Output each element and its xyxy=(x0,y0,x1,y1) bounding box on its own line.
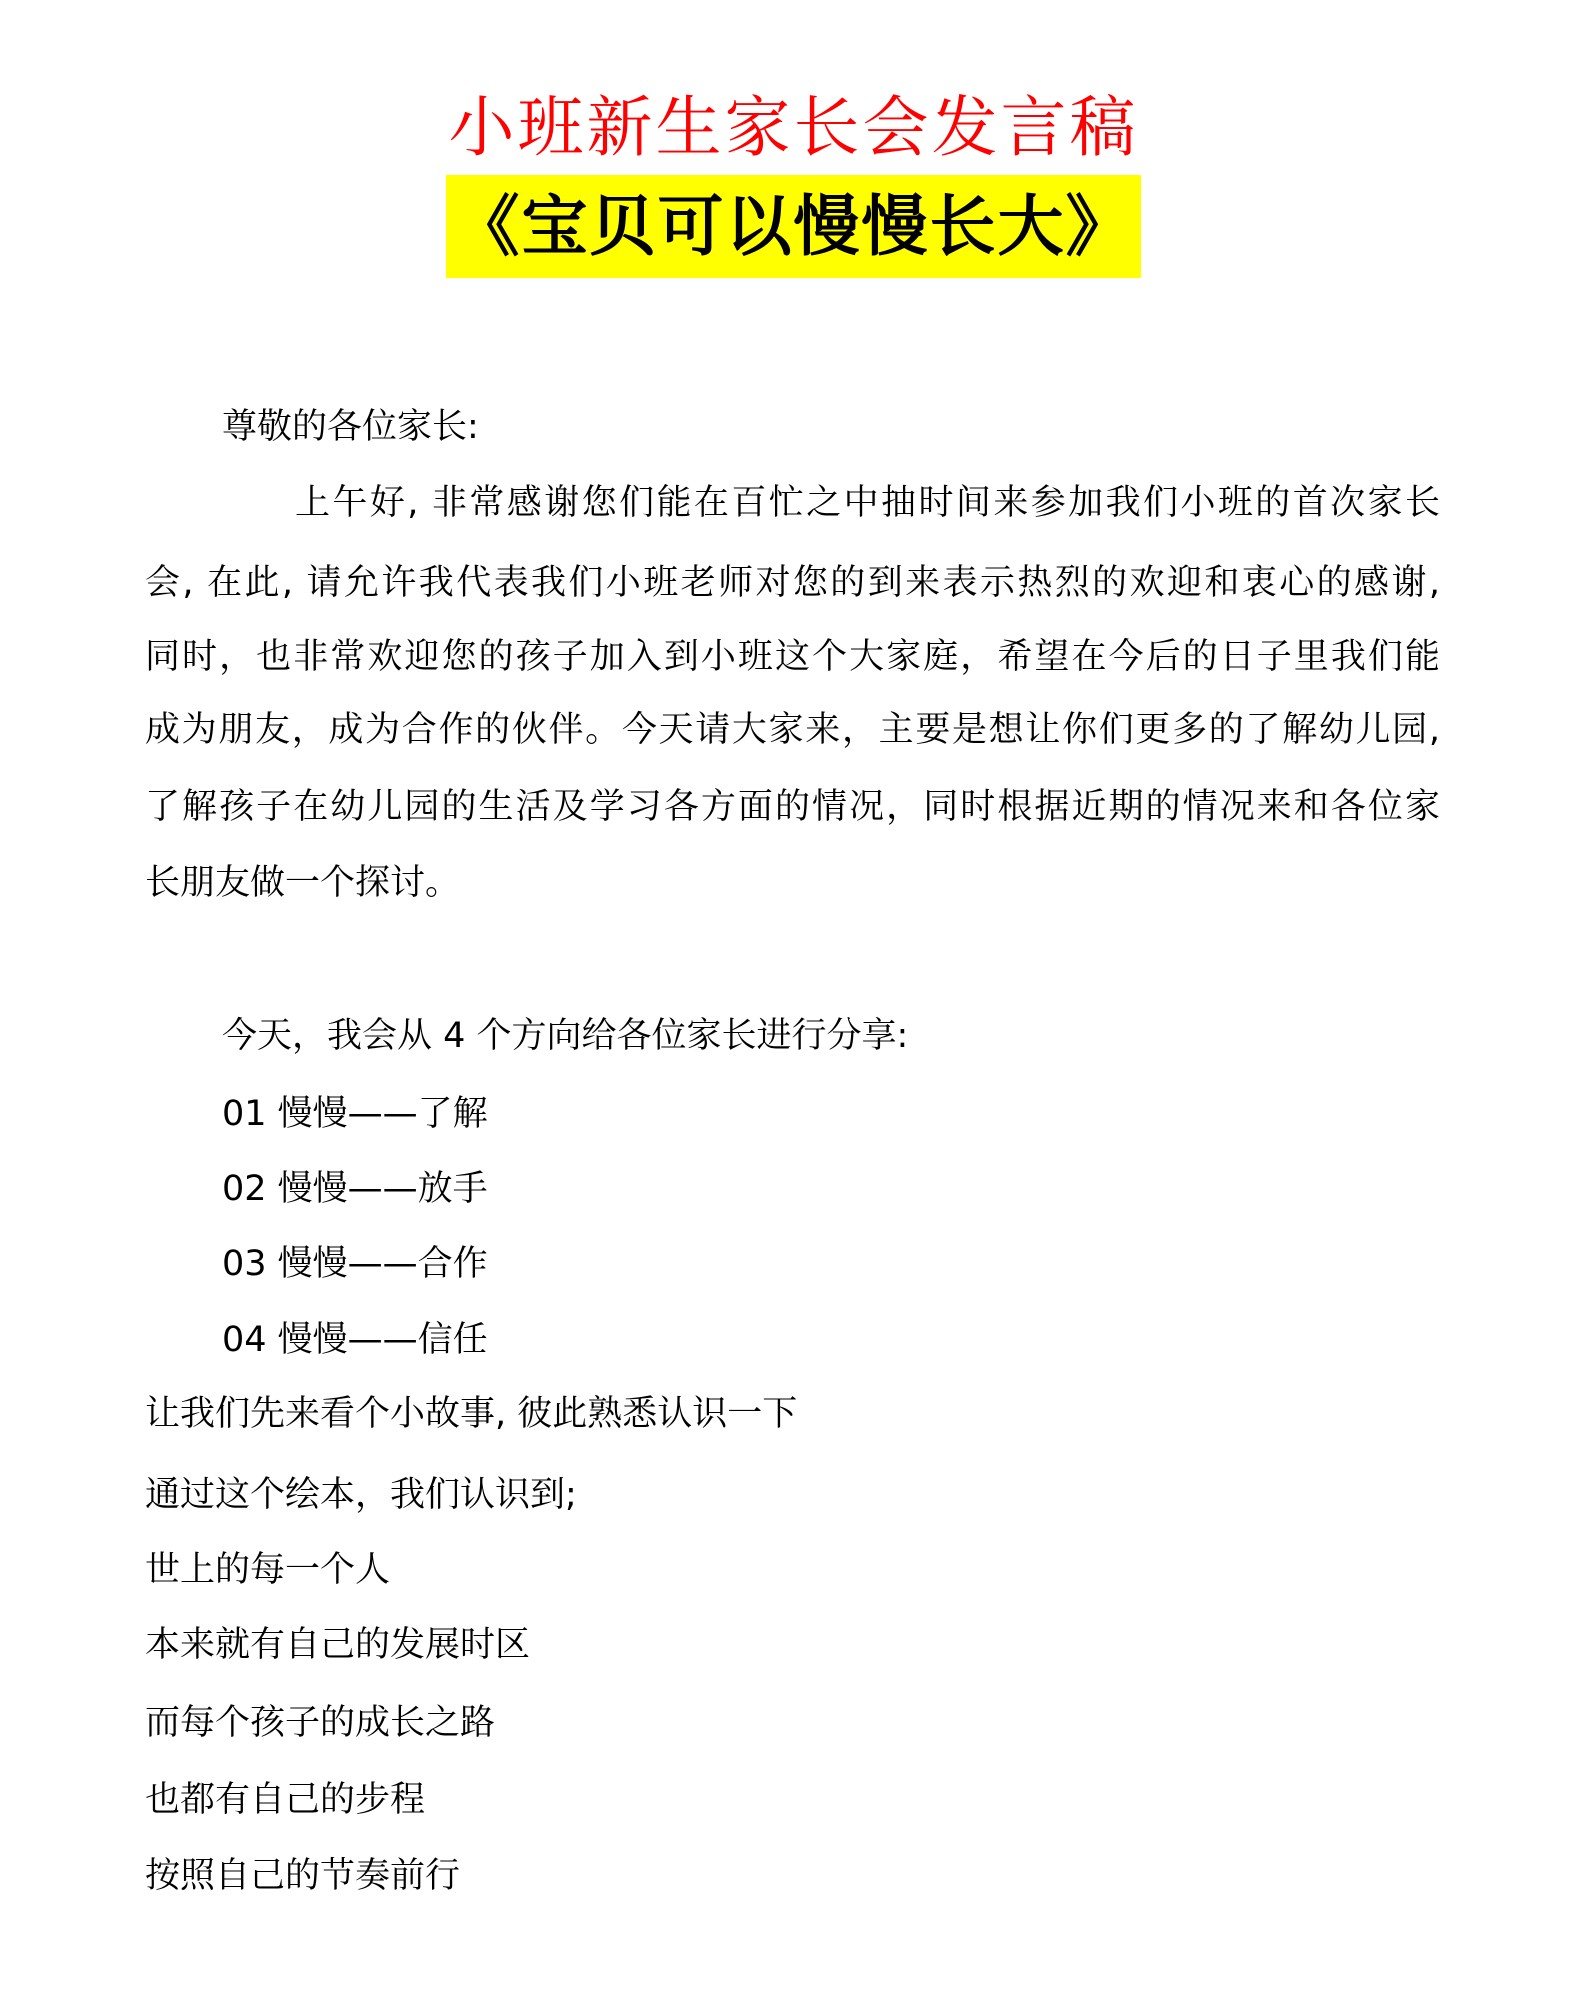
paragraph-line: 上午好, 非常感谢您们能在百忙之中抽时间来参加我们小班的首次家长 xyxy=(295,483,1440,523)
story-line: 让我们先来看个小故事, 彼此熟悉认识一下 xyxy=(145,1394,798,1434)
agenda-item: 02 慢慢——放手 xyxy=(222,1169,488,1209)
paragraph-line: 成为朋友，成为合作的伙伴。今天请大家来，主要是想让你们更多的了解幼儿园, xyxy=(145,710,1440,750)
salutation: 尊敬的各位家长: xyxy=(222,407,479,447)
paragraph-line: 会, 在此, 请允许我代表我们小班老师对您的到来表示热烈的欢迎和衷心的感谢, xyxy=(145,563,1440,603)
story-line: 按照自己的节奏前行 xyxy=(145,1856,461,1896)
story-line: 本来就有自己的发展时区 xyxy=(145,1625,531,1665)
story-line: 世上的每一个人 xyxy=(145,1550,391,1590)
paragraph-line: 同时，也非常欢迎您的孩子加入到小班这个大家庭，希望在今后的日子里我们能 xyxy=(145,637,1440,677)
story-line: 而每个孩子的成长之路 xyxy=(145,1703,496,1743)
agenda-intro: 今天，我会从 4 个方向给各位家长进行分享: xyxy=(222,1016,909,1056)
document-subtitle: 《宝贝可以慢慢长大》 xyxy=(453,188,1134,265)
story-line: 也都有自己的步程 xyxy=(145,1780,426,1820)
document-title: 小班新生家长会发言稿 xyxy=(448,89,1139,166)
agenda-item: 01 慢慢——了解 xyxy=(222,1094,488,1134)
paragraph-line: 长朋友做一个探讨。 xyxy=(145,863,461,903)
subtitle-highlight-box xyxy=(446,175,1141,278)
agenda-item: 03 慢慢——合作 xyxy=(222,1244,488,1284)
paragraph-line: 了解孩子在幼儿园的生活及学习各方面的情况，同时根据近期的情况来和各位家 xyxy=(145,787,1440,827)
story-line: 通过这个绘本，我们认识到; xyxy=(145,1475,577,1515)
agenda-item: 04 慢慢——信任 xyxy=(222,1320,488,1360)
